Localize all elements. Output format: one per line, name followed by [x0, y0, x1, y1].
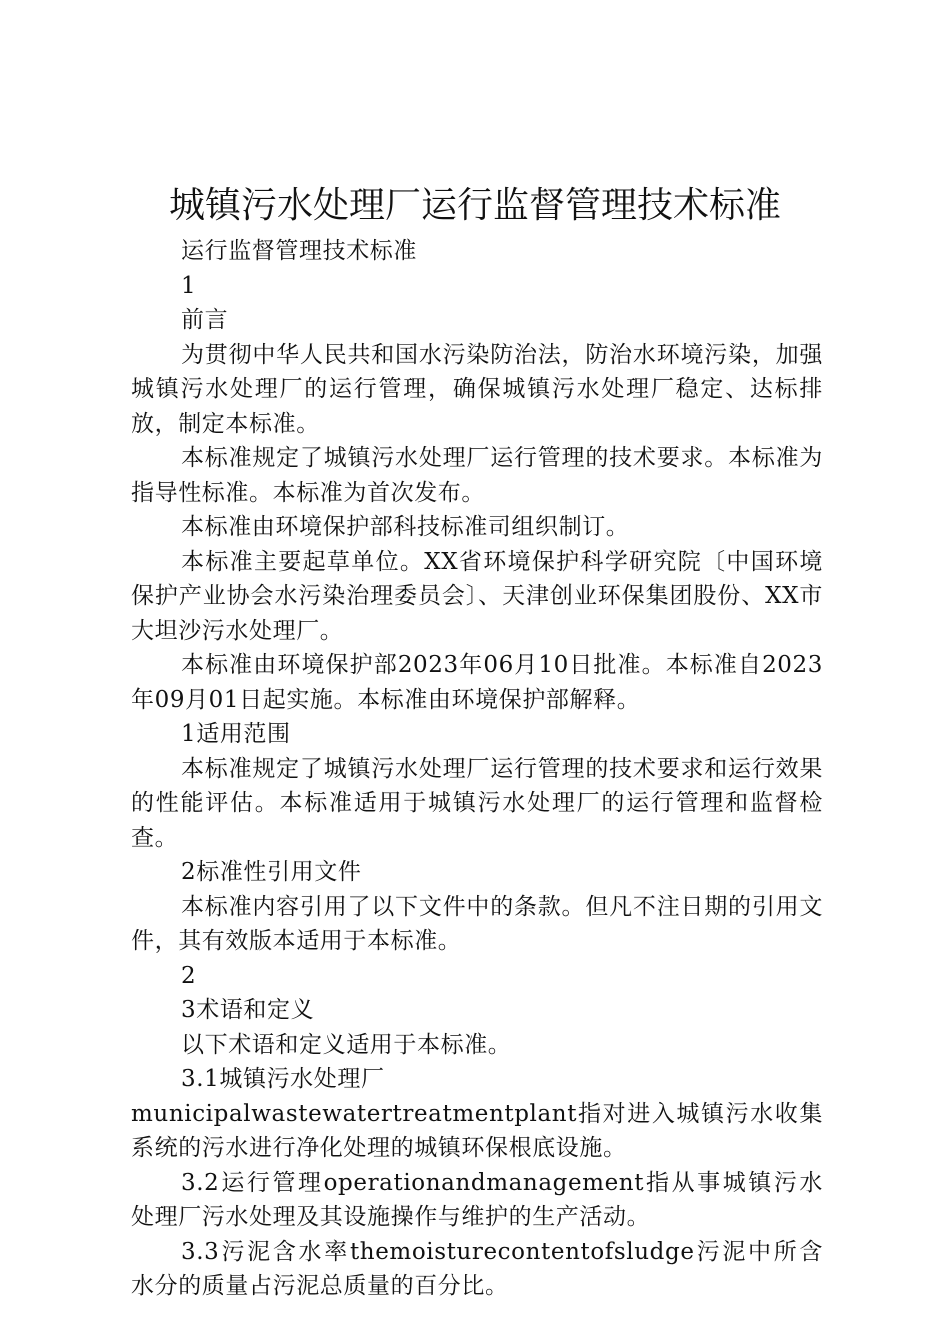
body-paragraph: 本标准主要起草单位。XX省环境保护科学研究院〔中国环境保护产业协会水污染治理委员会〕、天津创业环保集团股份、XX市大坦沙污水处理厂。	[131, 548, 823, 644]
term-definition: municipalwastewatertreatmentplant指对进入城镇污水收集系统的污水进行净化处理的城镇环保根底设施。	[131, 1100, 823, 1161]
document-title: 城镇污水处理厂运行监督管理技术标准	[168, 185, 781, 226]
section-heading-references: 2标准性引用文件	[181, 859, 362, 885]
body-paragraph: 以下术语和定义适用于本标准。	[181, 1031, 512, 1058]
page-number: 2	[181, 962, 197, 989]
term-definition: 3.3污泥含水率themoisturecontentofsludge污泥中所含水分的质量占污泥总质量的百分比。	[131, 1238, 823, 1299]
body-paragraph: 本标准内容引用了以下文件中的条款。但凡不注日期的引用文件，其有效版本适用于本标准。	[131, 893, 823, 954]
section-heading-scope: 1适用范围	[181, 721, 291, 747]
page-number: 1	[181, 272, 197, 299]
body-paragraph: 本标准规定了城镇污水处理厂运行管理的技术要求和运行效果的性能评估。本标准适用于城镇污水处理厂的运行管理和监督检查。	[131, 755, 823, 851]
body-paragraph: 本标准规定了城镇污水处理厂运行管理的技术要求。本标准为指导性标准。本标准为首次发布。	[131, 445, 823, 506]
body-paragraph: 为贯彻中华人民共和国水污染防治法，防治水环境污染，加强城镇污水处理厂的运行管理，确保城镇污水处理厂稳定、达标排放，制定本标准。	[131, 341, 823, 437]
body-paragraph: 本标准由环境保护部2023年06月10日批准。本标准自2023年09月01日起实施。本标准由环境保护部解释。	[131, 652, 823, 713]
term-definition: 3.2运行管理operationandmanagement指从事城镇污水处理厂污水处理及其设施操作与维护的生产活动。	[131, 1169, 823, 1230]
section-heading-terms: 3术语和定义	[181, 997, 315, 1023]
document-body	[131, 234, 823, 1304]
body-paragraph: 本标准由环境保护部科技标准司组织制订。	[181, 514, 630, 540]
term-heading: 3.1城镇污水处理厂	[181, 1066, 385, 1092]
section-heading-foreword: 前言	[181, 307, 229, 333]
subtitle-paragraph: 运行监督管理技术标准	[181, 238, 417, 264]
